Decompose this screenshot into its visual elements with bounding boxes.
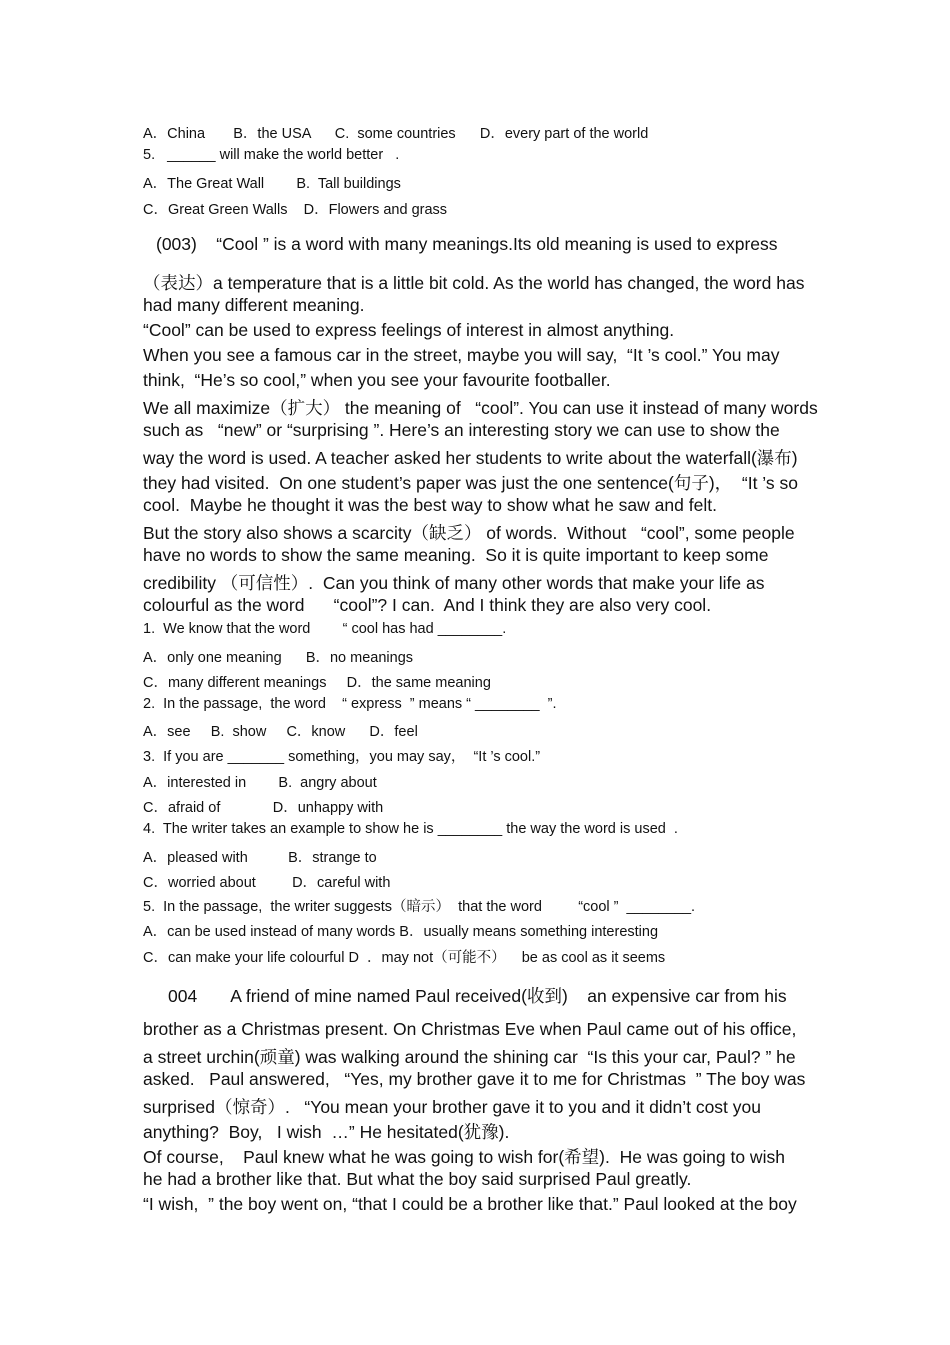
passage-line: cool. Maybe he thought it was the best way to show what he saw and felt. bbox=[143, 495, 717, 515]
passage-line: asked. Paul answered, “Yes, my brother gave it to me for Christmas ” The boy was bbox=[143, 1069, 806, 1089]
passage-line: “Cool” can be used to express feelings of interest in almost anything. bbox=[143, 320, 675, 340]
passage-line: We all maximize（扩大） the meaning of “cool”. You can use it instead of many words bbox=[143, 398, 818, 418]
passage-line: he had a brother like that. But what the boy said surprised Paul greatly. bbox=[143, 1169, 692, 1189]
passage-line: But the story also shows a scarcity（缺乏） of words. Without “cool”, some people bbox=[143, 523, 795, 543]
option-line: C．Great Green Walls D．Flowers and grass bbox=[143, 202, 448, 218]
question-line: 2. In the passage, the word “ express ” means “ ________ ”. bbox=[143, 696, 557, 712]
passage-line: colourful as the word “cool”? I can. And I think they are also very cool. bbox=[143, 595, 712, 615]
passage-line: a street urchin(顽童) was walking around the shining car “Is this your car, Paul? ” he bbox=[143, 1047, 796, 1067]
passage-line: such as “new” or “surprising ”. Here’s an interesting story we can use to show the bbox=[143, 420, 780, 440]
option-line: A．only one meaning B．no meanings bbox=[143, 650, 414, 666]
passage-line: Of course, Paul knew what he was going to wish for(希望). He was going to wish bbox=[143, 1147, 785, 1167]
passage-line: anything? Boy, I wish …” He hesitated(犹豫). bbox=[143, 1122, 510, 1142]
passage-line: When you see a famous car in the street, maybe you will say, “It ’s cool.” You may bbox=[143, 345, 780, 365]
option-line: A．interested in B. angry about bbox=[143, 775, 377, 791]
option-line: C．many different meanings D．the same meaning bbox=[143, 675, 491, 691]
passage-line: credibility （可信性）. Can you think of many other words that make your life as bbox=[143, 573, 765, 593]
passage-line: had many different meaning. bbox=[143, 295, 365, 315]
passage-line: surprised（惊奇）. “You mean your brother gave it to you and it didn’t cost you bbox=[143, 1097, 761, 1117]
option-line: A．can be used instead of many words B．usually means something interesting bbox=[143, 924, 659, 940]
question-line: 5. In the passage, the writer suggests（暗示） that the word “cool ” ________. bbox=[143, 899, 696, 915]
option-line: A．The Great Wall B. Tall buildings bbox=[143, 176, 401, 192]
option-line: C．can make your life colourful D ．may not（可能不） be as cool as it seems bbox=[143, 950, 666, 966]
question-line: 4. The writer takes an example to show he is ________ the way the word is used . bbox=[143, 821, 678, 837]
option-line: A．see B. show C．know D．feel bbox=[143, 724, 418, 740]
question-line: 3. If you are _______ something，you may say， “It ’s cool.” bbox=[143, 749, 541, 765]
question-line: 5. ______ will make the world better . bbox=[143, 147, 400, 163]
passage-heading-line: 004 A friend of mine named Paul received(收到) an expensive car from his bbox=[168, 986, 787, 1006]
passage-line: think, “He’s so cool,” when you see your favourite footballer. bbox=[143, 370, 611, 390]
passage-line: have no words to show the same meaning. So it is quite important to keep some bbox=[143, 545, 769, 565]
option-line: A．pleased with B．strange to bbox=[143, 850, 377, 866]
passage-line: brother as a Christmas present. On Christmas Eve when Paul came out of his office, bbox=[143, 1019, 797, 1039]
question-line: 1. We know that the word “ cool has had ________. bbox=[143, 621, 507, 637]
option-line: C．afraid of D．unhappy with bbox=[143, 800, 384, 816]
passage-heading-line: (003) “Cool ” is a word with many meanings.Its old meaning is used to express bbox=[156, 234, 778, 254]
passage-line: they had visited. On one student’s paper was just the one sentence(句子)， “It ’s so bbox=[143, 473, 798, 493]
passage-line: （表达）a temperature that is a little bit cold. As the world has changed, the word has bbox=[143, 273, 805, 293]
option-line: A．China B．the USA C. some countries D．every part of the world bbox=[143, 126, 649, 142]
option-line: C．worried about D．careful with bbox=[143, 875, 391, 891]
passage-line: way the word is used. A teacher asked her students to write about the waterfall(瀑布) bbox=[143, 448, 798, 468]
passage-line: “I wish, ” the boy went on, “that I could be a brother like that.” Paul looked at the boy bbox=[143, 1194, 797, 1214]
